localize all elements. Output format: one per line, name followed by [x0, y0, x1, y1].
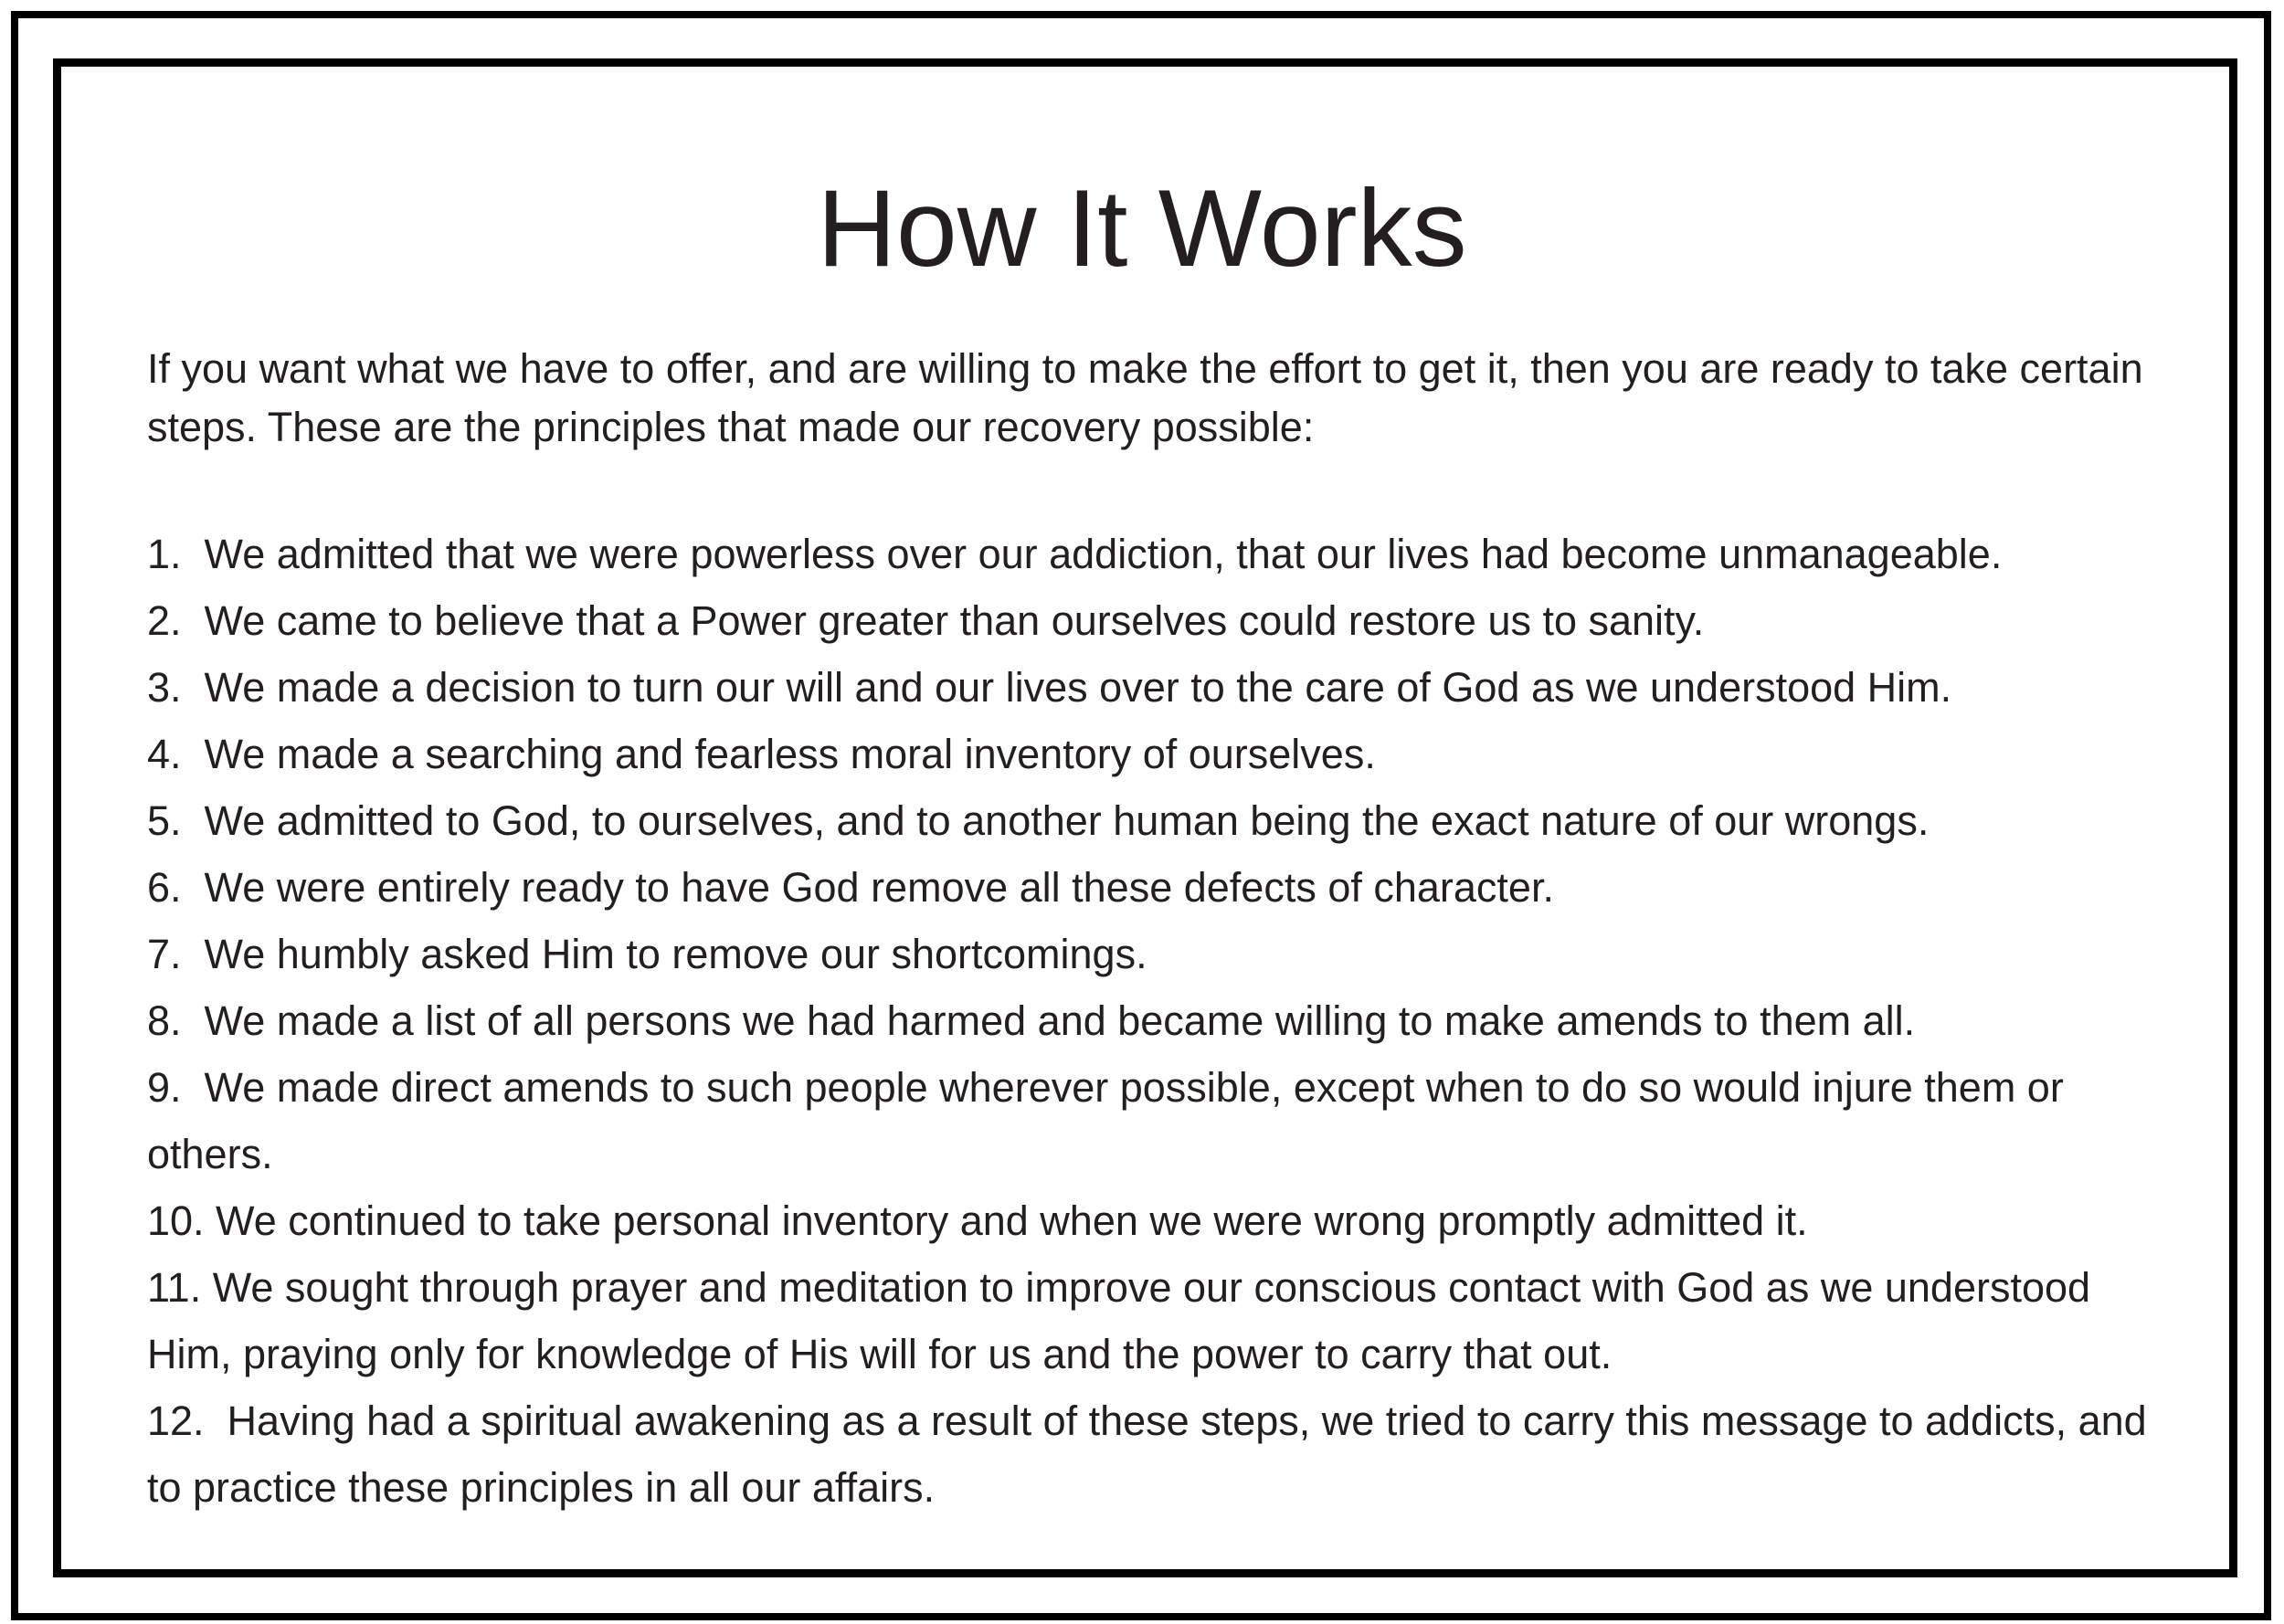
step-item: 5. We admitted to God, to ourselves, and to another human being the exact nature of our wrongs. [147, 797, 1930, 844]
step-item: 9. We made direct amends to such people wherever possible, except when to do so would injure them or others. [147, 1064, 2076, 1177]
step-item: 8. We made a list of all persons we had harmed and became willing to make amends to them all. [147, 997, 1916, 1044]
step-item: 4. We made a searching and fearless moral inventory of ourselves. [147, 731, 1376, 777]
step-item: 10. We continued to take personal inventory and when we were wrong promptly admitted it. [147, 1197, 1808, 1244]
page-title: How It Works [817, 167, 1467, 290]
step-item: 3. We made a decision to turn our will and our lives over to the care of God as we understood Him. [147, 664, 1952, 711]
step-item: 12. Having had a spiritual awakening as a result of these steps, we tried to carry this message to addicts, and to practice these principles in all our affairs. [147, 1397, 2159, 1511]
intro-paragraph: If you want what we have to offer, and are willing to make the effort to get it, then you are ready to take certain steps. These are the principles that made our recovery possible: [147, 345, 2143, 450]
step-item: 1. We admitted that we were powerless over our addiction, that our lives had become unmanageable. [147, 531, 2003, 577]
step-item: 6. We were entirely ready to have God remove all these defects of character. [147, 864, 1554, 911]
steps-list [147, 521, 2157, 1521]
step-item: 7. We humbly asked Him to remove our shortcomings. [147, 931, 1147, 977]
step-item: 11. We sought through prayer and meditation to improve our conscious contact with God as we understood Him, praying only for knowledge of His will for us and the power to carry that out. [147, 1264, 2102, 1377]
step-item: 2. We came to believe that a Power greater than ourselves could restore us to sanity. [147, 597, 1705, 644]
